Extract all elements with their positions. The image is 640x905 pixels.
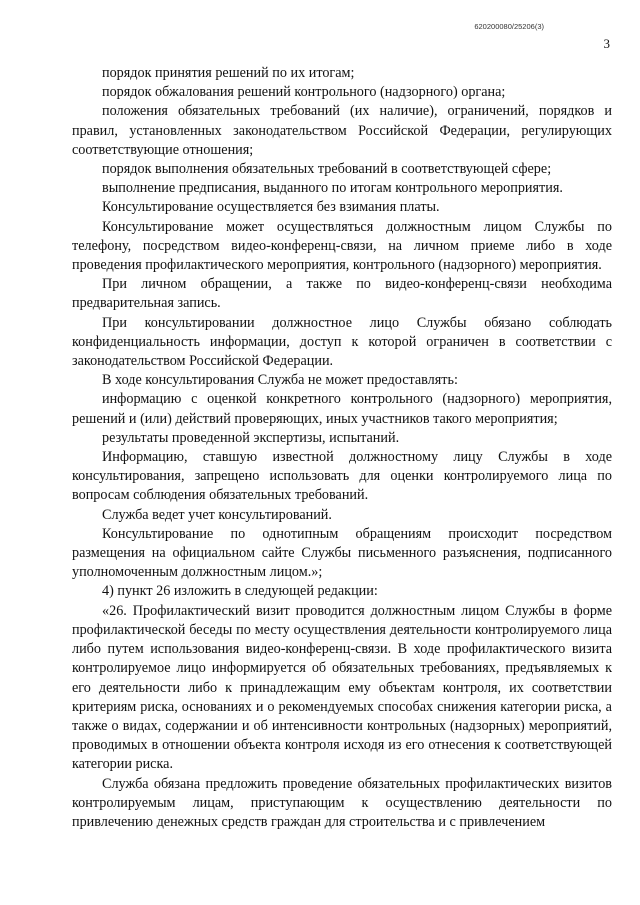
paragraph: В ходе консультирования Служба не может предоставлять: [102,372,458,389]
paragraph: 4) пункт 26 изложить в следующей редакции: [102,583,378,600]
document-code: 620200080/25206(3) [474,22,544,31]
paragraph: порядок принятия решений по их итогам; [102,65,355,81]
paragraph: При консультировании должностное лицо Службы обязано соблюдать конфиденциальность информации, доступ к которой ограничен в соответствии с законодательством Российской Федерации. [72,314,612,370]
paragraph: результаты проведенной экспертизы, испытаний. [102,429,400,446]
paragraph: порядок выполнения обязательных требований в соответствующей сфере; [102,161,552,178]
document-body [72,64,612,832]
paragraph: порядок обжалования решений контрольного (надзорного) органа; [102,84,506,101]
paragraph: информацию с оценкой конкретного контрольного (надзорного) мероприятия, решений и (или) действий проверяющих, иных участников такого мероприятия; [72,391,612,427]
paragraph: Информацию, ставшую известной должностному лицу Службы в ходе консультирования, запрещено использовать для оценки контролируемого лица по вопросам соблюдения обязательных требований. [72,449,612,504]
paragraph: Служба обязана предложить проведение обязательных профилактических визитов контролируемым лицам, приступающим к осуществлению деятельности по привлечению денежных средств граждан для строительства и с привлечением [72,775,612,830]
paragraph: «26. Профилактический визит проводится должностным лицом Службы в форме профилактической беседы по месту осуществления деятельности контролируемого лица либо путем использования видео-конференц-связи. В ходе профилактического визита контролируемое лицо информируется об обязательных требованиях, предъявляемых к его деятельности либо к принадлежащим ему объектам контроля, их соответствии критериям риска, основаниях и о рекомендуемых способах снижения категории риска, а также о видах, содержании и об интенсивности контрольных (надзорных) мероприятий, проводимых в отношении объекта контроля исходя из его отнесения к соответствующей категории риска. [72,602,612,773]
paragraph: выполнение предписания, выданного по итогам контрольного мероприятия. [102,180,563,197]
paragraph: Служба ведет учет консультирований. [102,506,332,523]
paragraph: Консультирование осуществляется без взимания платы. [102,199,440,216]
paragraph: Консультирование по однотипным обращениям происходит посредством размещения на официальном сайте Службы письменного разъяснения, подписанного уполномоченным должностным лицом.»; [72,525,612,581]
paragraph: Консультирование может осуществляться должностным лицом Службы по телефону, посредством видео-конференц-связи, на личном приеме либо в ходе проведения профилактического мероприятия, контрольного (надзорного) мероприятия. [72,218,612,274]
paragraph: положения обязательных требований (их наличие), ограничений, порядков и правил, установленных законодательством Российской Федерации, регулирующих соответствующие отношения; [72,103,612,158]
page-number: 3 [603,36,610,51]
paragraph: При личном обращении, а также по видео-конференц-связи необходима предварительная запись. [72,276,612,312]
